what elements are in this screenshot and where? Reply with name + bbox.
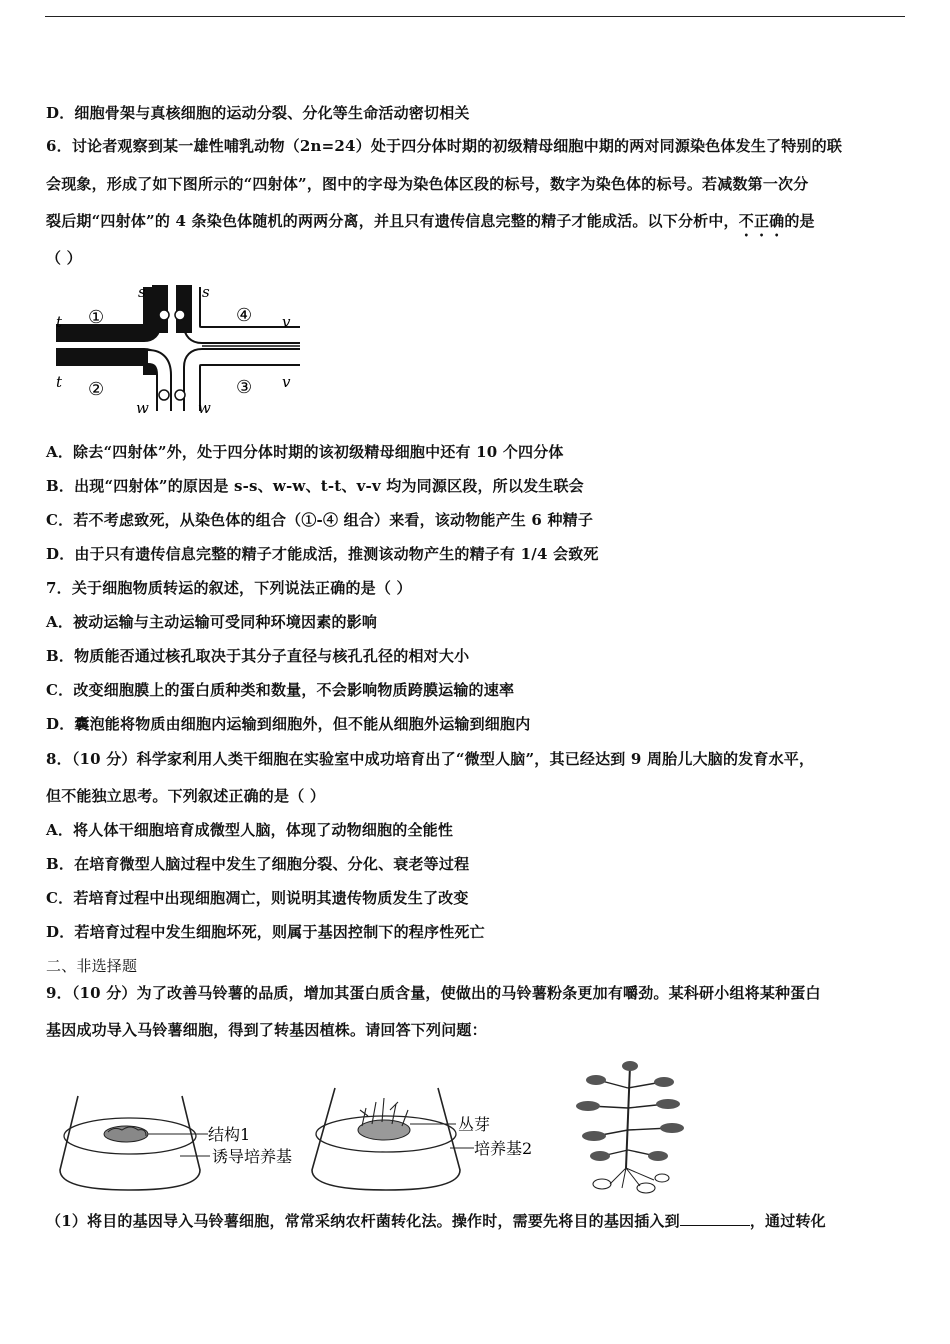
q8-option-a: A．将人体干细胞培育成微型人脑，体现了动物细胞的全能性 [46,821,454,839]
answer-blank[interactable] [680,1211,750,1226]
q8-stem-line1: 8．（10 分）科学家利用人类干细胞在实验室中成功培育出了“微型人脑”，其已经达到 9 周胎儿大脑的发育水平， [46,750,815,768]
label-t-bottom: t [56,373,63,391]
label-chromosome-1: ① [88,307,105,328]
q9-stem-line2: 基因成功导入马铃薯细胞，得到了转基因植株。请回答下列问题： [46,1021,487,1039]
quadrivalent-figure [52,283,304,419]
q6-stem-line1: 6．讨论者观察到某一雄性哺乳动物（2n=24）处于四分体时期的初级精母细胞中期的两对同源染色体发生了特别的联 [46,137,843,155]
quadrivalent-diagram [52,283,304,419]
q6-stem-line3-c: 的是 [784,212,815,230]
q9-sub1-text-b: ，通过转化 [749,1212,826,1230]
q7-stem: 7．关于细胞物质转运的叙述，下列说法正确的是（ ） [46,579,412,597]
label-shoot-cluster: 丛芽 [458,1115,491,1134]
tissue-culture-figure [50,1058,700,1198]
q5-option-d: D．细胞骨架与真核细胞的运动分裂、分化等生命活动密切相关 [46,104,470,122]
q8-option-c: C．若培育过程中出现细胞凋亡，则说明其遗传物质发生了改变 [46,889,469,907]
q6-option-b: B．出现“四射体”的原因是 s-s、w-w、t-t、v-v 均为同源区段，所以发生联会 [46,477,584,495]
tissue-culture-diagram [50,1058,700,1198]
q7-option-a: A．被动运输与主动运输可受同种环境因素的影响 [46,613,378,631]
q9-sub1-text-a: （1）将目的基因导入马铃薯细胞，常常采纳农杆菌转化法。操作时，需要先将目的基因插入到 [46,1212,680,1230]
q7-option-d: D．囊泡能将物质由细胞内运输到细胞外，但不能从细胞外运输到细胞内 [46,715,531,733]
culture-flask-1 [60,1096,292,1190]
label-medium-2: 培养基2 [474,1139,533,1158]
q6-emphasis-not-correct: 不正确 [738,212,785,230]
q6-option-c: C．若不考虑致死，从染色体的组合（①-④ 组合）来看，该动物能产生 6 种精子 [46,511,594,529]
label-s-left: s [138,283,146,301]
label-s-right: s [202,283,210,301]
label-chromosome-3: ③ [236,377,253,398]
header-rule [45,16,905,17]
q6-stem-line3 [46,211,815,240]
section-heading-nonchoice: 二、非选择题 [46,957,138,975]
q6-option-a: A．除去“四射体”外，处于四分体时期的该初级精母细胞中还有 10 个四分体 [46,443,564,461]
q9-subquestion-1 [46,1211,826,1231]
q8-option-d: D．若培育过程中发生细胞坏死，则属于基因控制下的程序性死亡 [46,923,485,941]
q9-stem-line1: 9．（10 分）为了改善马铃薯的品质，增加其蛋白质含量，使做出的马铃薯粉条更加有嚼劲。某科研小组将某种蛋白 [46,984,821,1002]
culture-flask-2 [312,1088,532,1190]
q8-option-b: B．在培育微型人脑过程中发生了细胞分裂、分化、衰老等过程 [46,855,470,873]
q7-option-b: B．物质能否通过核孔取决于其分子直径与核孔孔径的相对大小 [46,647,470,665]
label-v-bottom: v [282,373,291,391]
q6-option-d: D．由于只有遗传信息完整的精子才能成活，推测该动物产生的精子有 1/4 会致死 [46,545,599,563]
q6-answer-parens: （ ） [46,249,82,267]
q6-stem-line2: 会现象，形成了如下图所示的“四射体”，图中的字母为染色体区段的标号，数字为染色体的标号。若减数第一次分 [46,175,809,193]
label-v-top: v [282,313,291,331]
potato-plant-illustration [576,1061,684,1193]
label-structure-1: 结构1 [208,1125,251,1144]
q7-option-c: C．改变细胞膜上的蛋白质种类和数量，不会影响物质跨膜运输的速率 [46,681,515,699]
q8-stem-line2: 但不能独立思考。下列叙述正确的是（ ） [46,787,326,805]
label-w-left: w [136,399,149,417]
q6-stem-line3-a: 裂后期“四射体”的 4 条染色体随机的两两分离，并且只有遗传信息完整的精子才能成活。以下分析中， [46,212,739,230]
label-t-top: t [56,313,63,331]
label-chromosome-4: ④ [236,305,253,326]
label-induction-medium: 诱导培养基 [212,1147,293,1166]
label-chromosome-2: ② [88,379,105,400]
label-w-right: w [198,399,211,417]
